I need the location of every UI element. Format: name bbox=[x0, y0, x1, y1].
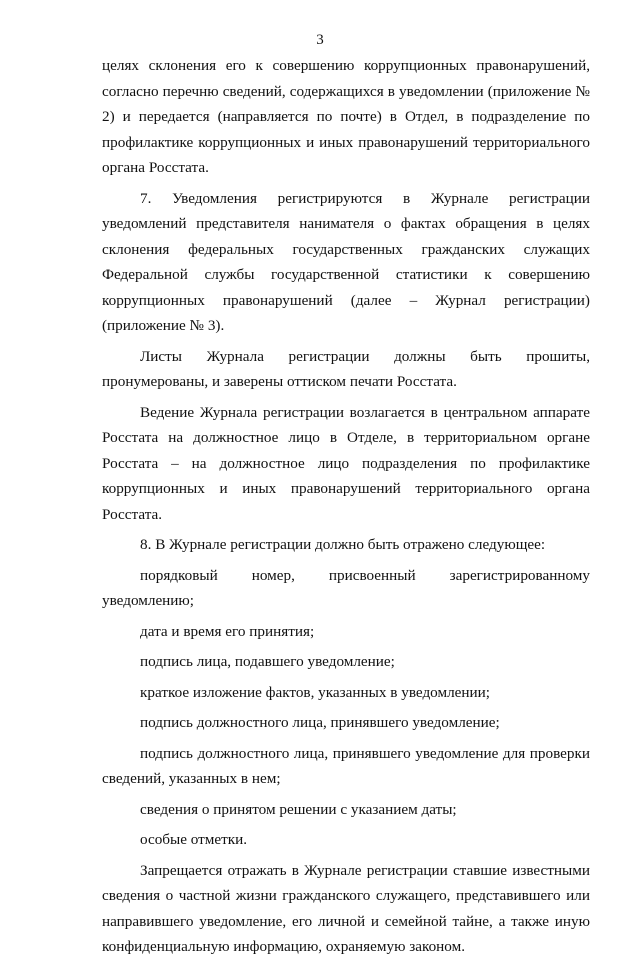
list-item-facts-summary: краткое изложение фактов, указанных в уведомлении; bbox=[140, 683, 491, 701]
list-item-receiver-signature: подпись должностного лица, принявшего уведомление; bbox=[140, 714, 500, 731]
paragraph-clause-8: 8. В Журнале регистрации должно быть отражено следующее: bbox=[140, 536, 546, 553]
document-body bbox=[102, 53, 590, 960]
list-item-serial-number: порядковый номер, присвоенный зарегистрированному уведомлению; bbox=[102, 566, 590, 609]
paragraph-clause-7: 7. Уведомления регистрируются в Журнале регистрации уведомлений представителя нанимателя о фактах обращения в целях склонения федеральных государственных гражданских служащих Федеральной службы государственной статистики к совершению коррупционных правонарушений (далее – Журнал регистрации) (приложение № 3). bbox=[102, 189, 590, 334]
list-item-decision-info: сведения о принятом решении с указанием даты; bbox=[140, 800, 457, 818]
list-item-special-notes: особые отметки. bbox=[140, 831, 248, 848]
paragraph-continuation: целях склонения его к совершению коррупционных правонарушений, согласно перечню сведений, содержащихся в уведомлении (приложение № 2) и передается (направляется по почте) в Отдел, в подразделение по профилактике коррупционных и иных правонарушений территориального органа Росстата. bbox=[102, 57, 590, 176]
paragraph-journal-sheets: Листы Журнала регистрации должны быть прошиты, пронумерованы, и заверены оттиском печати Росстата. bbox=[102, 347, 590, 390]
list-item-submitter-signature: подпись лица, подавшего уведомление; bbox=[140, 653, 395, 670]
page-number: 3 bbox=[316, 32, 324, 48]
list-item-verifier-signature: подпись должностного лица, принявшего уведомление для проверки сведений, указанных в нем; bbox=[102, 744, 590, 787]
paragraph-journal-keeping: Ведение Журнала регистрации возлагается в центральном аппарате Росстата на должностное лицо в Отделе, в территориальном органе Росстата – на должностное лицо подразделения по профилактике коррупционных и иных правонарушений территориального органа Росстата. bbox=[102, 403, 590, 523]
list-item-date-time: дата и время его принятия; bbox=[140, 622, 315, 640]
paragraph-prohibition: Запрещается отражать в Журнале регистрации ставшие известными сведения о частной жизни гражданского служащего, представившего или направившего уведомление, его личной и семейной тайне, а также иную конфиденциальную информацию, охраняемую законом. bbox=[102, 861, 590, 955]
